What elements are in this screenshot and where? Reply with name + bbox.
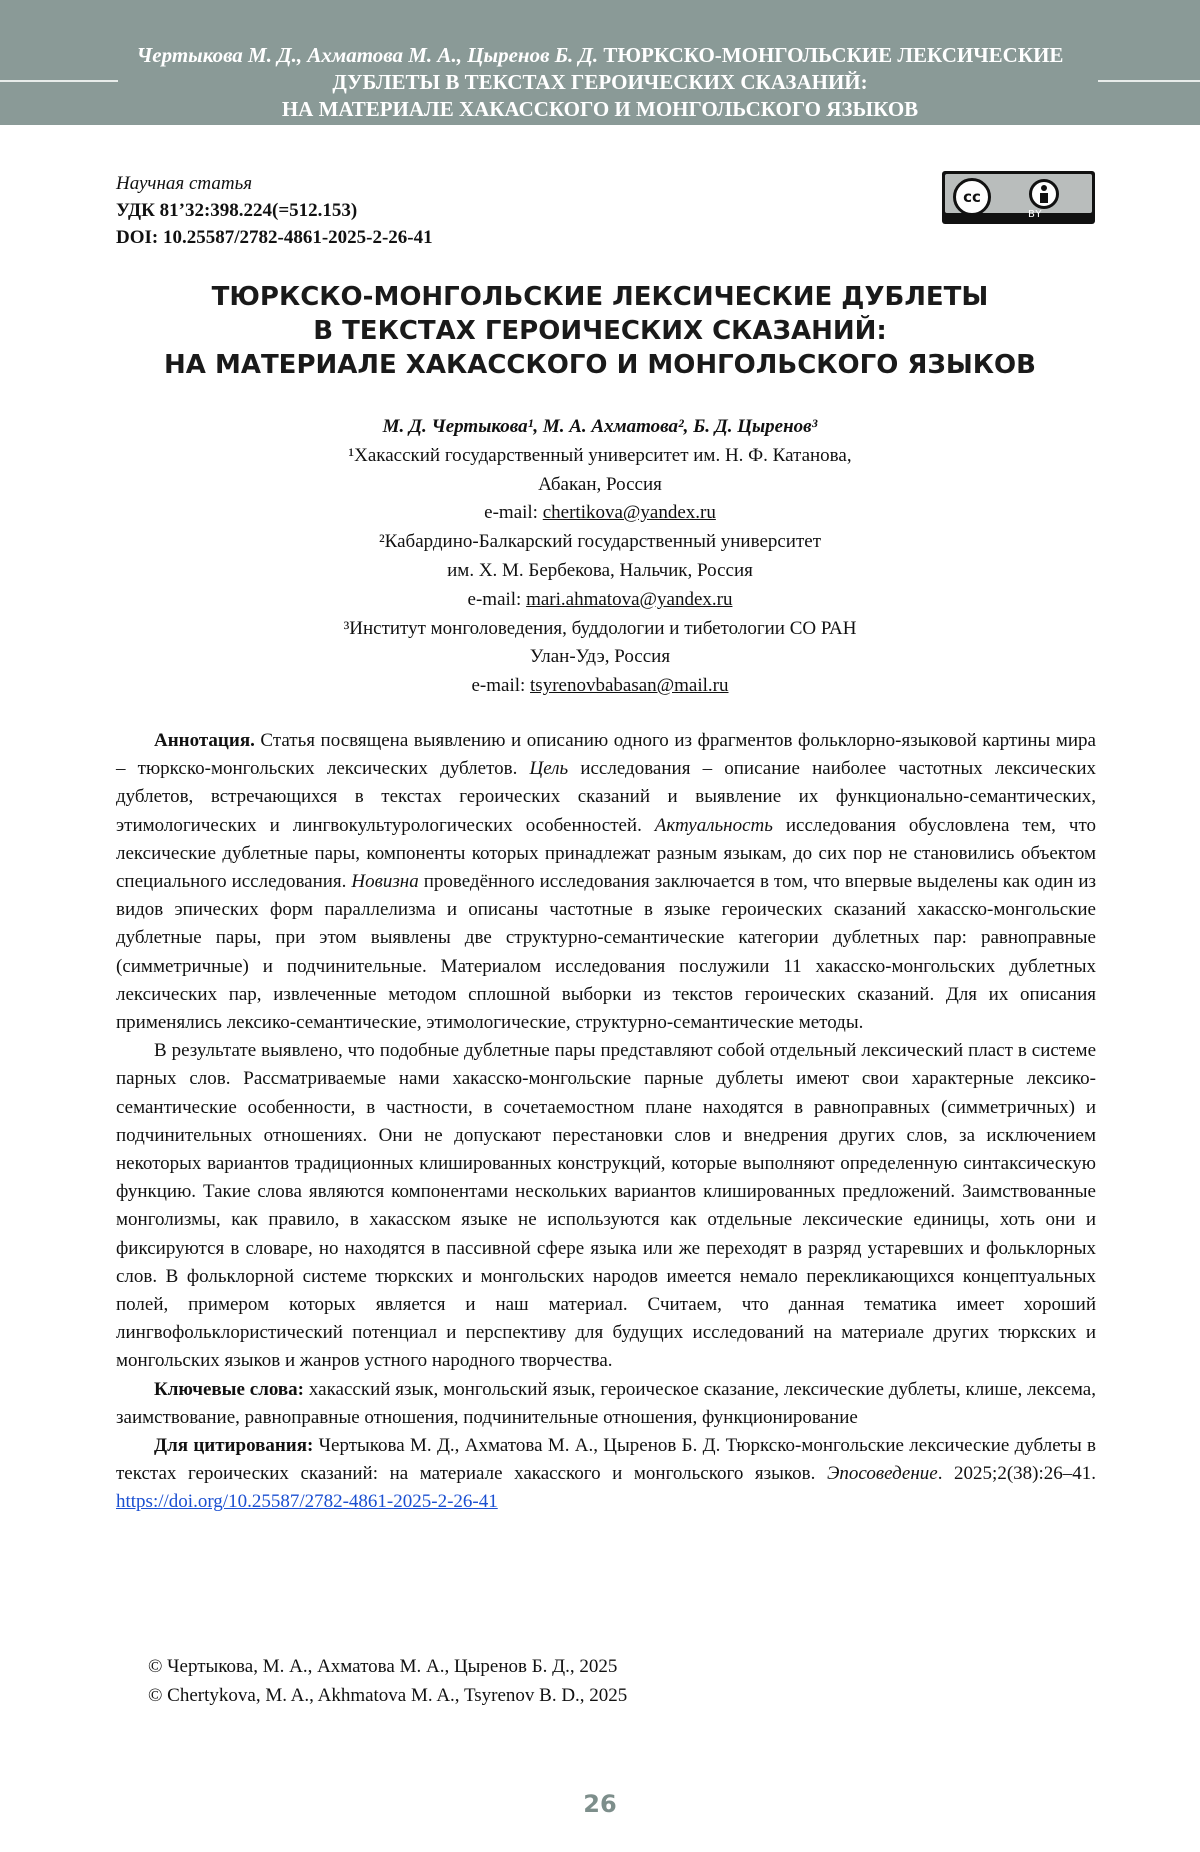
title-line1: ТЮРКСКО-МОНГОЛЬСКИЕ ЛЕКСИЧЕСКИЕ ДУБЛЕТЫ [211, 282, 989, 312]
cc-icon: cc [953, 178, 991, 216]
abstract-text: проведённого исследования заключается в том, что впервые выделены как один из видов эпических форм параллелизма и описаны частотные в языке героических сказаний хакасско-монгольские дублетные пары, при этом выявлены две структурно-семантические категории дублетных пар: равноправные (симметричные) и подчинительные. Материалом исследования послужили 11 хакасско-монгольских дублетных лексических пар, извлеченные методом сплошной выборки из текстов героических сказаний. Для их описания применялись лексико-семантические, этимологические, структурно-семантические методы. [116, 871, 1096, 1034]
email-link-3[interactable]: tsyrenovbabasan@mail.ru [530, 675, 729, 697]
keywords-paragraph [116, 1376, 1096, 1432]
page-number: 26 [583, 1790, 617, 1818]
email-link-1[interactable]: chertikova@yandex.ru [542, 502, 716, 524]
citation-journal: Эпосоведение [826, 1463, 938, 1485]
abstract-section [116, 727, 1096, 1517]
abstract-text: Статья посвящена выявлению и описанию одного из фрагментов фольклорно-языковой картины мира – тюркско-монгольских лексических дублетов. [116, 730, 1096, 780]
header-title-line3: НА МАТЕРИАЛЕ ХАКАССКОГО И МОНГОЛЬСКОГО ЯЗЫКОВ [281, 97, 919, 121]
email-label: e-mail: [484, 502, 543, 524]
article-meta [116, 170, 433, 251]
abstract-goal-word: Цель [529, 758, 569, 780]
email-label: e-mail: [467, 588, 527, 610]
udk: УДК 81’32:398.224(=512.153) [116, 200, 358, 221]
abstract-relevance-word: Актуальность [654, 814, 773, 836]
affiliation-3-line1: ³Институт монголоведения, буддологии и тибетологии СО РАН [343, 617, 857, 639]
affiliation-3-email [0, 672, 1200, 701]
title-line3: НА МАТЕРИАЛЕ ХАКАССКОГО И МОНГОЛЬСКОГО ЯЗЫКОВ [164, 350, 1036, 380]
keywords-text: хакасский язык, монгольский язык, героическое сказание, лексические дублеты, клише, лексема, заимствование, равноправные отношения, подчинительные отношения, функционирование [116, 1378, 1096, 1428]
header-title-line2: ДУБЛЕТЫ В ТЕКСТАХ ГЕРОИЧЕСКИХ СКАЗАНИЙ: [332, 70, 868, 94]
attribution-icon [1029, 179, 1059, 209]
doi: DOI: 10.25587/2782-4861-2025-2-26-41 [116, 227, 433, 248]
abstract-label: Аннотация. [154, 730, 255, 751]
affiliation-1-line1: ¹Хакасский государственный университет им. Н. Ф. Катанова, [348, 444, 852, 466]
affiliation-3-line2: Улан-Удэ, Россия [529, 646, 671, 668]
running-header [0, 0, 1200, 125]
affiliation-2-email [0, 586, 1200, 615]
abstract-paragraph-1 [116, 727, 1096, 1037]
title-line2: В ТЕКСТАХ ГЕРОИЧЕСКИХ СКАЗАНИЙ: [313, 316, 887, 346]
cc-by-license-badge[interactable] [942, 171, 1095, 224]
article-title [0, 280, 1200, 382]
copyright-en: © Chertykova, M. A., Akhmatova M. A., Tsyrenov B. D., 2025 [148, 1685, 628, 1706]
running-header-text [0, 42, 1200, 123]
keywords-label: Ключевые слова: [154, 1378, 305, 1400]
affiliation-1-line2: Абакан, Россия [538, 473, 662, 495]
citation-doi-link[interactable]: https://doi.org/10.25587/2782-4861-2025-2-26-41 [116, 1491, 498, 1513]
abstract-novelty-word: Новизна [351, 871, 419, 893]
affiliation-1-email [0, 499, 1200, 528]
abstract-paragraph-2: В результате выявлено, что подобные дублетные пары представляют собой отдельный лексический пласт в системе парных слов. Рассматриваемые нами хакасско-монгольские парные дублеты имеют свои характерные лексико-семантические особенности, в частности, в сочетаемостном плане находятся в равноправных (симметричных) и подчинительных отношениях. Они не допускают перестановки слов и внедрения других слов, за исключением некоторых вариантов традиционных клишированных конструкций, которые выполняют определенную синтаксическую функцию. Такие слова являются компонентами нескольких вариантов клишированных предложений. Заимствованные монголизмы, как правило, в хакасском языке не используются как отдельные лексические единицы, хоть они и фиксируются в словаре, но находятся в пассивной сфере языка или же переходят в разряд устаревших и фольклорных слов. В фольклорной системе тюркских и монгольских народов имеется немало перекликающихся концептуальных полей, примером которых является и наш материал. Считаем, что данная тематика имеет хороший лингвофольклористический потенциал и перспективу для будущих исследований на материале других тюркских и монгольских языков и жанров устного народного творчества. [116, 1040, 1096, 1372]
email-label: e-mail: [471, 675, 531, 697]
affiliation-2-line2: им. Х. М. Бербекова, Нальчик, Россия [447, 559, 753, 581]
copyright-block [148, 1652, 627, 1710]
abstract-text: исследования обусловлена тем, что лексические дублетные пары, компоненты которых принадлежат разным языкам, до сих пор не становились объектом специального исследования. [116, 814, 1096, 893]
email-link-2[interactable]: mari.ahmatova@yandex.ru [526, 588, 733, 610]
attribution-icon-head [1041, 185, 1047, 191]
header-authors: Чертыкова М. Д., Ахматова М. А., Цыренов Б. Д. [136, 43, 599, 67]
by-label: BY [1028, 209, 1043, 220]
citation-label: Для цитирования: [154, 1435, 314, 1457]
article-type: Научная статья [116, 173, 253, 194]
attribution-icon-body [1040, 193, 1048, 203]
copyright-ru: © Чертыкова, М. А., Ахматова М. А., Цыренов Б. Д., 2025 [148, 1656, 618, 1677]
citation-details: . 2025;2(38):26–41. [937, 1463, 1097, 1485]
citation-paragraph [116, 1432, 1096, 1517]
authors-block [0, 413, 1200, 701]
citation-text: Чертыкова М. Д., Ахматова М. А., Цыренов Б. Д. Тюркско-монгольские лексические дублеты в текстах героических сказаний: на материале хакасского и монгольского языков. [116, 1435, 1096, 1485]
affiliation-2-line1: ²Кабардино-Балкарский государственный университет [378, 531, 822, 553]
header-title-line1: ТЮРКСКО-МОНГОЛЬСКИЕ ЛЕКСИЧЕСКИЕ [603, 43, 1064, 67]
author-names: М. Д. Чертыкова¹, М. А. Ахматова², Б. Д. Цыренов³ [382, 416, 818, 437]
abstract-text: исследования – описание наиболее частотных лексических дублетов, встречающихся в текстах героических сказаний и выявление их функционально-семантических, этимологических и лингвокультурологических особенностей. [116, 758, 1097, 836]
cc-badge-panel [945, 174, 1092, 213]
